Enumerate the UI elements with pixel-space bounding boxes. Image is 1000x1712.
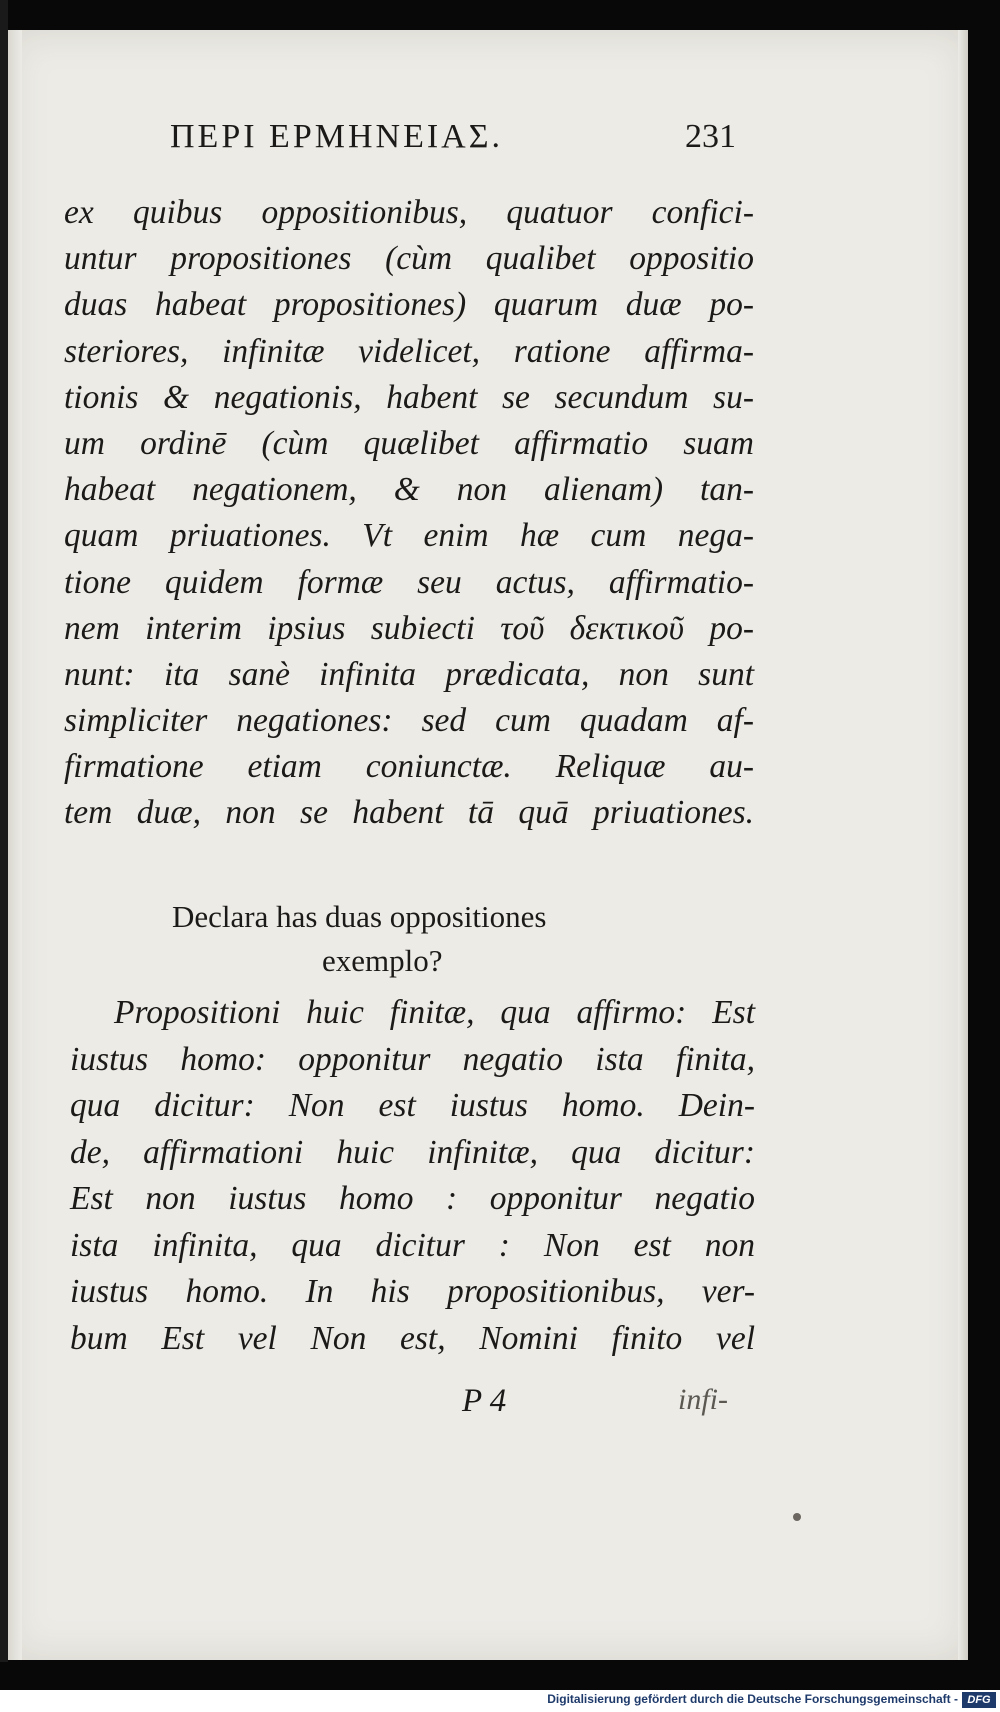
text-line: tem duæ, non se habent tā quā priuationes.	[64, 794, 754, 832]
text-line: habeat negationem, & non alienam) tan-	[64, 471, 754, 509]
text-line: um ordinē (cùm quælibet affirmatio suam	[64, 424, 754, 462]
funding-credit: Digitalisierung gefördert durch die Deutsche Forschungsgemeinschaft -	[547, 1692, 958, 1706]
text-line: tionis & negationis, habent se secundum su-	[64, 378, 754, 416]
answer-paragraph	[70, 990, 755, 1362]
text-line: steriores, infinitæ videlicet, ratione affirma-	[64, 332, 754, 370]
text-line: Est non iustus homo : opponitur negatio	[70, 1180, 755, 1217]
text-line: untur propositiones (cùm qualibet oppositio	[64, 240, 754, 278]
text-line: tione quidem formæ seu actus, affirmatio-	[64, 563, 754, 601]
running-head: ΠΕΡΙ ΕΡΜΗΝΕΙΑΣ.	[170, 118, 504, 155]
text-line: simpliciter negationes: sed cum quadam af-	[64, 702, 754, 740]
catchword: infi-	[678, 1383, 728, 1416]
text-line: ista infinita, qua dicitur : Non est non	[70, 1226, 755, 1264]
text-line: qua dicitur: Non est iustus homo. Dein-	[70, 1087, 755, 1124]
text-line: Propositioni huic finitæ, qua affirmo: Est	[114, 994, 755, 1031]
text-line: duas habeat propositiones) quarum duæ po-	[64, 286, 754, 324]
text-line: bum Est vel Non est, Nomini finito vel	[70, 1319, 755, 1357]
text-line: de, affirmationi huic infinitæ, qua dicitur:	[70, 1133, 755, 1171]
page-edge-shadow	[958, 30, 968, 1660]
text-line: iustus homo: opponitur negatio ista finita,	[70, 1040, 755, 1078]
text-line: quam priuationes. Vt enim hæ cum nega-	[64, 517, 754, 555]
page-number: 231	[685, 118, 736, 155]
signature-mark: P 4	[462, 1383, 507, 1419]
dfg-logo: DFG	[962, 1692, 996, 1708]
text-line: ex quibus oppositionibus, quatuor confici-	[64, 194, 754, 231]
question-line: exemplo?	[322, 943, 443, 978]
text-line: iustus homo. In his propositionibus, ver-	[70, 1273, 755, 1310]
page-gutter-shadow	[8, 30, 22, 1660]
paper-speck	[793, 1513, 801, 1521]
text-line: nem interim ipsius subiecti τοῦ δεκτικοῦ po-	[64, 609, 754, 647]
text-line: nunt: ita sanè infinita prædicata, non sunt	[64, 655, 754, 693]
question-heading	[172, 895, 672, 983]
body-paragraph	[64, 190, 754, 837]
scan-left-margin	[0, 0, 8, 1662]
text-line: firmatione etiam coniunctæ. Reliquæ au-	[64, 748, 754, 786]
question-line: Declara has duas oppositiones	[172, 899, 547, 934]
